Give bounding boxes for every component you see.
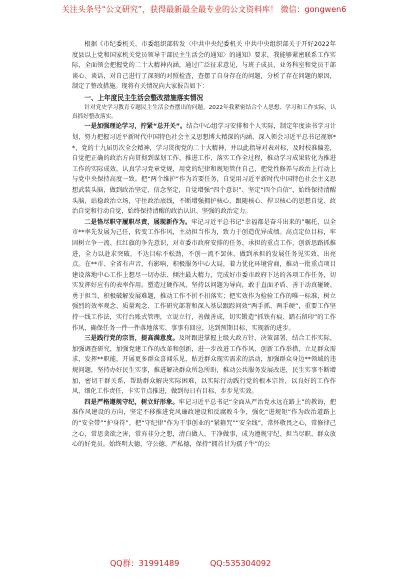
document-page <box>72 40 336 540</box>
part-one-title: 一、上年度民主生活会整改措施落实情况 <box>84 93 204 102</box>
section-heading: 四是严格遵规守纪，树立好形象。 <box>84 398 179 406</box>
section-body: 结合中心组学习安排和个人实际，制定年度读书学习计划，努力把握习近平新时代中国特色社会主义思想博大精深的内涵，深入领会习近平总书记视察**、党的十九届历次全会精神，学习贯彻党的二十大精神，并以此指导对表对标，及时校准偏差，自觉把正确的政治方向贯彻到谋划工作、推进工作、落实工作全过程，推动学习成果转化为推进工作的实际成效。认真学习党章党规，用党的纪律和规矩管住自己，把党性修养与政治上行动上与党中央保持高度一致。把“两个维护”作为首要任务，自觉用习近平新时代中国特色社会主义思想武装头脑，做到政治坚定、信念坚定，自觉增强“四个意识”、坚定“四个自信”，始终保持清醒头脑，站稳政治立场，守住政治底线，不断增强拥护核心、跟随核心、捍卫核心的思想自觉、政治自觉和行动自觉，始终保持清醒的政治认识、坚强的政治定力。 <box>72 123 336 216</box>
part-one-text: 针对党史学习教育专题民主生活会查摆出的问题，2022年我紧密结合个人思想、学习和工作实际，认真抓好整改落实。 <box>72 104 336 121</box>
section-paragraph <box>72 398 336 451</box>
section-paragraph <box>72 334 336 398</box>
section-paragraph <box>72 122 336 217</box>
section-body: 及时跟进掌握上级大政方针、决策部署，结合工作实际，加强调查研究，加强党建工作的改革和创新，进一步改进工作作风、创新工作举措，立足群众需求，发挥**职能，开展更多群众喜闻乐见、贴近群众现实需求的活动，加强群众身边**领域的违规问题，坚持办好民生实事，推进解决群众所急所盼，推动公共服务发展改进，民生实事不断增加，密切干群关系，帮助群众解决实际困难，以实际行动践行党的根本宗旨，以良好的工作作风，细化工作责任，卡实节点推进，做到每日有目标、步步见实效。 <box>72 335 336 396</box>
section-body: 牢记习近平总书记“全面从严治党永远在路上”的教诲，把准作风建设的方向，坚定不移推进党风廉政建设和反腐败斗争，强化“进规矩”作为政治道路上的“安全带”“护身符”，把“守纪律”作为干事创业的“紧箍咒”“安全线”，常怀敬畏之心，常修律己之心，常思贪欲之害，常弃非分之想，清白做人、干净做事，成为遵规守纪、担当尽职、群众放心的好党员。始终明大德、守公德、严私德，保持“拥首甘为孺子牛”的公 <box>72 398 336 449</box>
section-heading: 二是恪尽职守履职尽责，展现新作为。 <box>84 218 192 226</box>
section-body: 牢记习近平总书记“幸福都是奋斗出来的”嘱托，以全市**率先发展为己任，转变工作作风，主动担当作为，致力于创造优异成绩。高点定位目标，牢固树立争一流、扛红旗的争先意识，对市委市政府安排的任务、承担的重点工作，创新思路抓推进，全力以赴求突破，不达目标不松劲，不创一流不罢休，做到承担的发展任务见实效、出亮点。在**市、全省有声音，有影响，积极服务中心大局，着力优化环境营商，推动一批重点项目建设落地中心工作上想尽一切办法、倾注最大精力，完成好市委市政府下达的各项工作任务，切实发挥好应有的表率作用。塑造过硬作风，坚持以问题为导向，敢于直面矛盾、善于动真碰硬、勇于担当，积极破解发展难题，推动工作不折不扣落实；把实效作为检验工作的唯一标准，树立强烈的效率观念、质量观念、工作研究部署和深入基层跟踪问效“两手抓、两手硬”，重要工作坚持一线工作法，实行台账式管理，立说立行，善做善成，切实锻造“抓铁有痕、踏石留印”的工作作风，确保任务一件一件落地落实、事事有回应，达到预期目标，实现新的进步。 <box>72 218 336 332</box>
section-heading: 三是践行党的宗旨，提高满意度。 <box>84 335 179 343</box>
section-heading: 一是加强理论学习，拧紧“总开关”。 <box>84 123 187 131</box>
header-banner: 关注头条号“公文研究”，获得最新最全最专业的公文资料库！ 微信：gongwen6 <box>61 5 347 14</box>
qq-group-text: QQ群：31991489 <box>110 559 180 568</box>
intro-paragraph: 根据《市纪委机关、市委组织部转发〈中共中央纪委机关 中共中央组织部关于开好2022年度县以上党和国家机关党员领导干部民主生活会的通知〉的通知》要求，我能够紧密联系工作实际，全面领会把握党的二十大精神内涵，通过广泛征求意见，与班子成员、业务科室和党员干部谈心、谈话，对自己进行了深刻的对照检查，查摆了自身存在的问题，分析了存在问题的原因，制定了整改措施。现将有关情况向大家报告如下： <box>72 41 336 91</box>
section-paragraph <box>72 218 336 335</box>
qq-number-text: QQ:535304092 <box>210 559 272 568</box>
